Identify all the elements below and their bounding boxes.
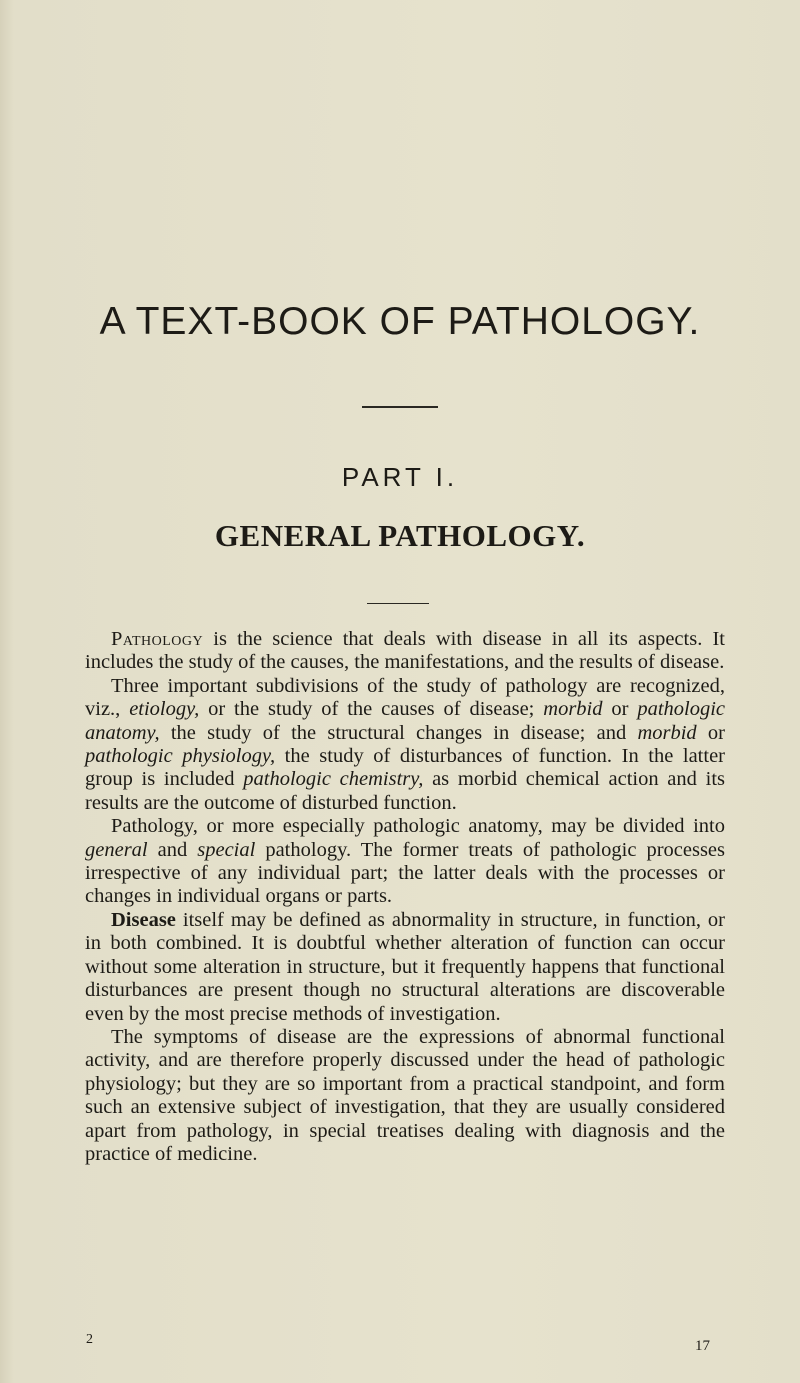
page-number: 17 — [695, 1338, 710, 1354]
text-run: the study of the structural changes in disease; and — [159, 721, 638, 744]
paragraph-disease — [85, 909, 725, 1026]
italic-term: etiology, — [129, 698, 200, 721]
signature-mark: 2 — [86, 1332, 93, 1347]
lead-word: Disease — [111, 908, 176, 931]
body-text — [85, 628, 725, 1166]
italic-term: morbid — [543, 698, 603, 721]
italic-term: special — [197, 838, 256, 861]
text-run: as morbid chemical action and its results are the outcome of disturbed function. — [85, 768, 725, 814]
text-run: pathology. The former treats of pathologic processes irrespective of any individual part; the latter deals with the processes or changes in individual organs or parts. — [85, 838, 725, 908]
text-run: or the study of the causes of disease; — [199, 698, 544, 721]
paragraph-general-special — [85, 815, 725, 909]
text-run: Pathology, or more especially pathologic anatomy, may be divided into — [111, 815, 725, 838]
lead-word: Pathology — [111, 628, 204, 650]
book-title: A TEXT-BOOK OF PATHOLOGY. — [99, 300, 701, 343]
text-run: and — [147, 838, 198, 861]
text-run: Three important subdivisions of the study of pathology are recognized, viz., — [85, 674, 725, 721]
paragraph-text: The symptoms of disease are the expressions of abnormal functional activity, and are therefore properly discussed under the head of pathologic physiology; but they are so important from a practical standpoint, and form such an extensive subject of investigation, that they are usually considered apart from pathology, in special treatises dealing with diagnosis and the practice of medicine. — [85, 1025, 725, 1165]
paragraph-definition — [85, 628, 725, 675]
section-heading: GENERAL PATHOLOGY. — [214, 518, 586, 553]
title-divider — [362, 406, 438, 408]
italic-term: pathologic chemistry, — [243, 768, 424, 791]
part-heading: PART I. — [341, 462, 459, 492]
text-run: or — [696, 721, 726, 744]
paragraph-text: itself may be defined as abnormality in structure, in function, or in both combined. It is doubtful whether alteration of function can occur without some alteration in structure, but it frequently happens that functional disturbances are present though no structural alterations are discoverable even by the most precise methods of investigation. — [85, 908, 725, 1025]
italic-term: pathologic anatomy, — [85, 698, 726, 744]
italic-term: pathologic physiology, — [85, 745, 276, 768]
section-divider — [367, 603, 429, 604]
italic-term: morbid — [637, 721, 697, 744]
italic-term: general — [85, 838, 148, 861]
paragraph-subdivisions — [85, 675, 725, 815]
paragraph-symptoms — [85, 1026, 725, 1166]
text-run: or — [602, 698, 638, 721]
paragraph-text: is the science that deals with disease in all its aspects. It includes the study of the causes, the manifestations, and the results of disease. — [85, 628, 725, 674]
text-run: the study of disturbances of function. In the latter group is included — [85, 745, 726, 791]
